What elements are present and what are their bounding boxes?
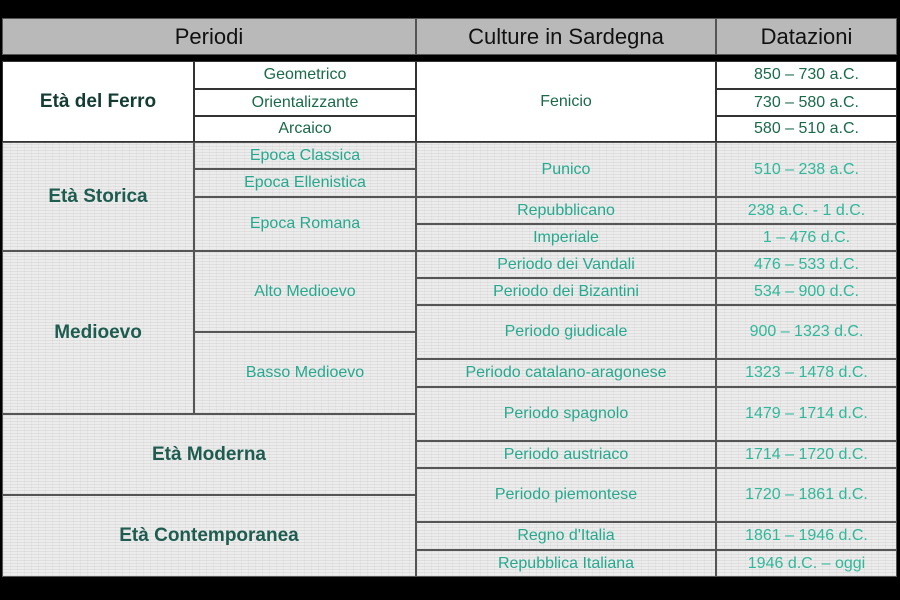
culture-catalano-aragonese: Periodo catalano-aragonese bbox=[416, 359, 716, 387]
subperiod-arcaico: Arcaico bbox=[194, 116, 416, 142]
date-imperiale: 1 – 476 d.C. bbox=[716, 224, 897, 251]
header-periodi: Periodi bbox=[2, 18, 416, 55]
header-culture: Culture in Sardegna bbox=[416, 18, 716, 55]
date-geometrico: 850 – 730 a.C. bbox=[716, 61, 897, 89]
date-vandali: 476 – 533 d.C. bbox=[716, 251, 897, 278]
period-eta-moderna: Età Moderna bbox=[2, 414, 416, 495]
subperiod-epoca-romana: Epoca Romana bbox=[194, 197, 416, 251]
culture-austriaco: Periodo austriaco bbox=[416, 441, 716, 468]
date-repubblicano: 238 a.C. - 1 d.C. bbox=[716, 197, 897, 224]
date-catalano-aragonese: 1323 – 1478 d.C. bbox=[716, 359, 897, 387]
date-arcaico: 580 – 510 a.C. bbox=[716, 116, 897, 142]
subperiod-orientalizzante: Orientalizzante bbox=[194, 89, 416, 116]
date-regno-italia: 1861 – 1946 d.C. bbox=[716, 522, 897, 550]
date-repubblica-italiana: 1946 d.C. – oggi bbox=[716, 550, 897, 577]
subperiod-epoca-classica: Epoca Classica bbox=[194, 142, 416, 169]
culture-bizantini: Periodo dei Bizantini bbox=[416, 278, 716, 305]
culture-spagnolo: Periodo spagnolo bbox=[416, 387, 716, 441]
subperiod-alto-medioevo: Alto Medioevo bbox=[194, 251, 416, 332]
date-punico: 510 – 238 a.C. bbox=[716, 142, 897, 197]
date-austriaco: 1714 – 1720 d.C. bbox=[716, 441, 897, 468]
culture-fenicio: Fenicio bbox=[416, 61, 716, 142]
period-eta-ferro: Età del Ferro bbox=[2, 61, 194, 142]
date-orientalizzante: 730 – 580 a.C. bbox=[716, 89, 897, 116]
period-eta-contemporanea: Età Contemporanea bbox=[2, 495, 416, 577]
subperiod-geometrico: Geometrico bbox=[194, 61, 416, 89]
subperiod-epoca-ellenistica: Epoca Ellenistica bbox=[194, 169, 416, 197]
chronology-table bbox=[0, 18, 900, 580]
header-datazioni: Datazioni bbox=[716, 18, 897, 55]
culture-giudicale: Periodo giudicale bbox=[416, 305, 716, 359]
culture-punico: Punico bbox=[416, 142, 716, 197]
culture-repubblicano: Repubblicano bbox=[416, 197, 716, 224]
date-piemontese: 1720 – 1861 d.C. bbox=[716, 468, 897, 522]
period-eta-storica: Età Storica bbox=[2, 142, 194, 251]
date-spagnolo: 1479 – 1714 d.C. bbox=[716, 387, 897, 441]
culture-regno-italia: Regno d'Italia bbox=[416, 522, 716, 550]
date-bizantini: 534 – 900 d.C. bbox=[716, 278, 897, 305]
culture-piemontese: Periodo piemontese bbox=[416, 468, 716, 522]
culture-vandali: Periodo dei Vandali bbox=[416, 251, 716, 278]
subperiod-basso-medioevo: Basso Medioevo bbox=[194, 332, 416, 414]
culture-repubblica-italiana: Repubblica Italiana bbox=[416, 550, 716, 577]
culture-imperiale: Imperiale bbox=[416, 224, 716, 251]
date-giudicale: 900 – 1323 d.C. bbox=[716, 305, 897, 359]
period-medioevo: Medioevo bbox=[2, 251, 194, 414]
